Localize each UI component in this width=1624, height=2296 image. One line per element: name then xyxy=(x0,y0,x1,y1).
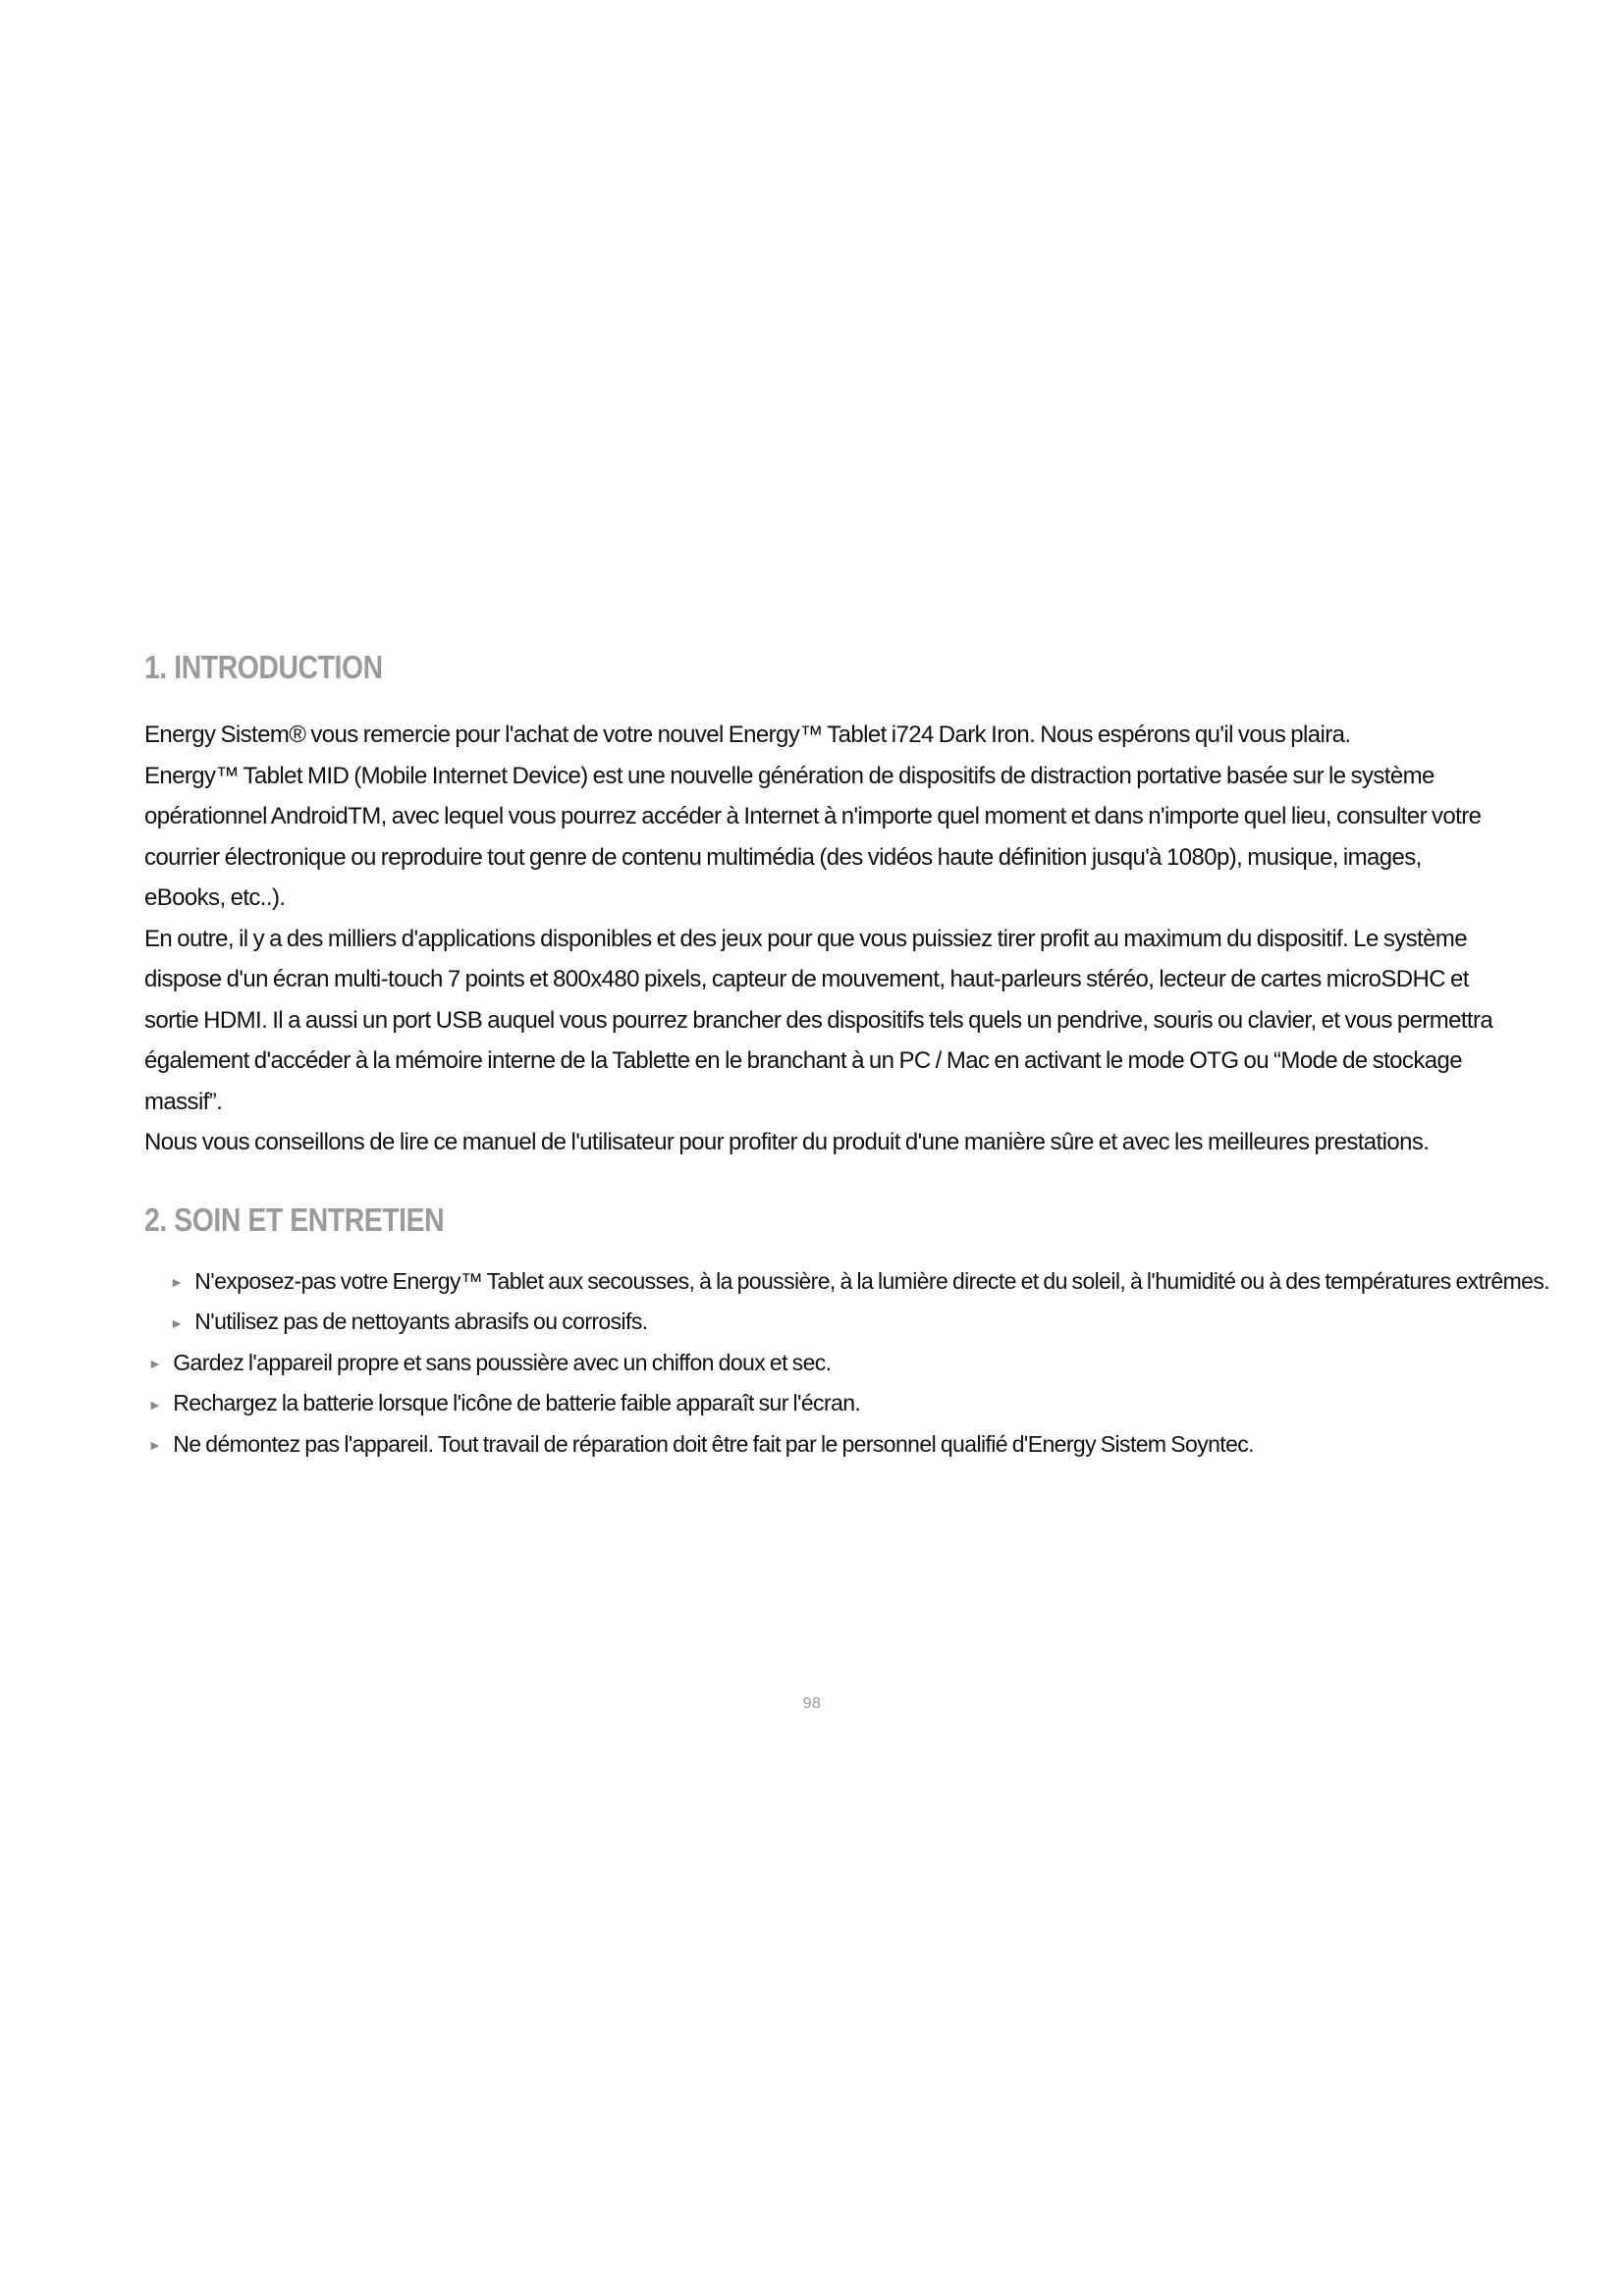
care-item-text: N'utilisez pas de nettoyants abrasifs ou corrosifs. xyxy=(194,1308,648,1334)
introduction-body xyxy=(144,715,1499,1163)
introduction-heading: 1. INTRODUCTION xyxy=(144,649,383,685)
page-number: 98 xyxy=(802,1695,822,1712)
care-list-item xyxy=(144,1343,1499,1384)
care-item-text: Gardez l'appareil propre et sans poussière avec un chiffon doux et sec. xyxy=(173,1349,832,1375)
care-list-item xyxy=(144,1424,1499,1466)
intro-paragraph-advice: Nous vous conseillons de lire ce manuel de l'utilisateur pour profiter du produit d'une manière sûre et avec les meilleures prestations. xyxy=(144,1129,1430,1155)
care-heading: 2. SOIN ET ENTRETIEN xyxy=(144,1201,445,1238)
bullet-arrow-icon: ► xyxy=(170,1314,184,1331)
intro-paragraph-features: En outre, il y a des milliers d'applications disponibles et des jeux pour que vous puissiez tirer profit au maximum du dispositif. Le système dispose d'un écran multi-touch 7 points et 800x480 pixels, capteur de mouvement, haut-parleurs stéréo, lecteur de cartes microSDHC et sortie HDMI. Il a aussi un port USB auquel vous pourrez brancher des dispositifs tels quels un pendrive, souris ou clavier, et vous permettra également d'accéder à la mémoire interne de la Tablette en le branchant à un PC / Mac en activant le mode OTG ou “Mode de stockage massif”. xyxy=(144,925,1493,1115)
intro-paragraph-thanks: Energy Sistem® vous remercie pour l'achat de votre nouvel Energy™ Tablet i724 Dark Iron. Nous espérons qu'il vous plaira. xyxy=(144,721,1351,748)
care-item-text: N'exposez-pas votre Energy™ Tablet aux secousses, à la poussière, à la lumière directe et du soleil, à l'humidité ou à des températures extrêmes. xyxy=(194,1267,1550,1294)
intro-paragraph-description: Energy™ Tablet MID (Mobile Internet Device) est une nouvelle génération de dispositifs de distraction portative basée sur le système opérationnel AndroidTM, avec lequel vous pourrez accéder à Internet à n'importe quel moment et dans n'importe quel lieu, consulter votre courrier électronique ou reproduire tout genre de contenu multimédia (des vidéos haute définition jusqu'à 1080p), musique, images, eBooks, etc..). xyxy=(144,762,1482,911)
page-content xyxy=(144,648,1550,1465)
bullet-arrow-icon: ► xyxy=(148,1396,162,1413)
bullet-arrow-icon: ► xyxy=(170,1274,184,1291)
care-list-item xyxy=(144,1261,1550,1303)
bullet-arrow-icon: ► xyxy=(148,1437,162,1454)
care-item-text: Ne démontez pas l'appareil. Tout travail de réparation doit être fait par le personnel qualifié d'Energy Sistem Soyntec. xyxy=(173,1430,1254,1457)
care-list-item xyxy=(144,1383,1499,1424)
care-list-item xyxy=(144,1302,1499,1343)
care-list xyxy=(144,1261,1550,1466)
care-item-text: Rechargez la batterie lorsque l'icône de batterie faible apparaît sur l'écran. xyxy=(173,1390,861,1415)
bullet-arrow-icon: ► xyxy=(148,1356,162,1372)
